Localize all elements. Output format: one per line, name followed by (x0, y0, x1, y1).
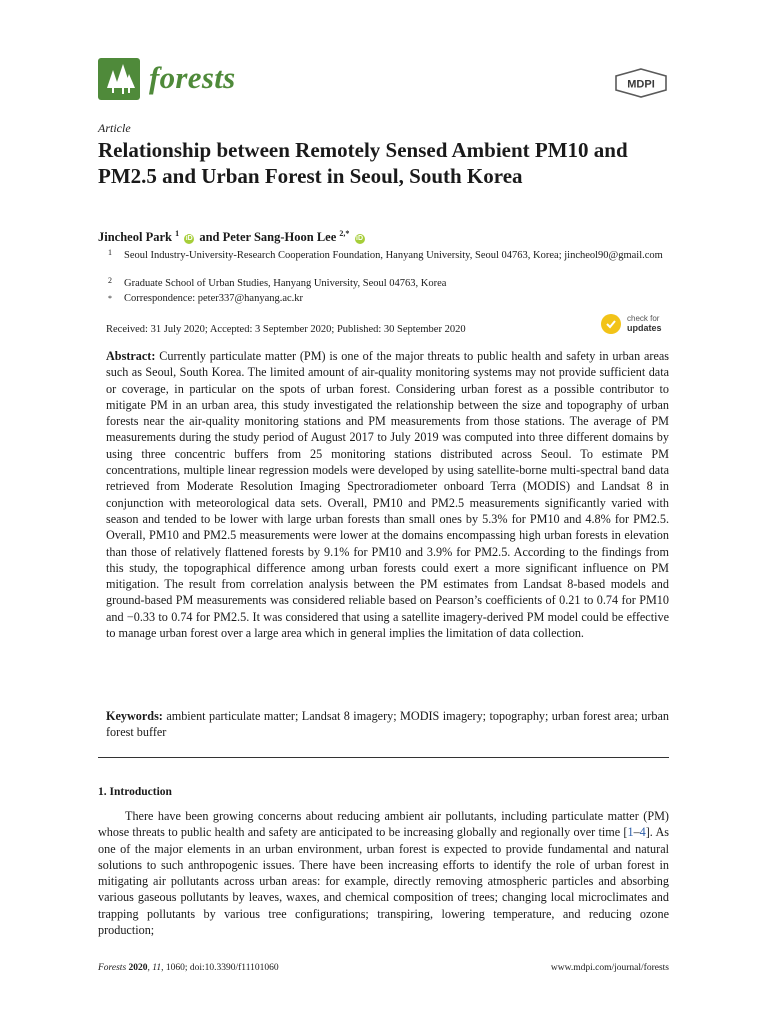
footer-url[interactable]: www.mdpi.com/journal/forests (550, 963, 669, 973)
affiliation-number: 1 (108, 248, 112, 257)
affiliation-number: * (108, 294, 112, 303)
publisher-name: MDPI (627, 78, 655, 91)
footer-journal: Forests (98, 963, 127, 973)
article-type: Article (98, 121, 131, 135)
abstract (106, 348, 669, 641)
affiliation-text: Seoul Industry-University-Research Cooperation Foundation, Hanyang University, Seoul 04763, Korea; jincheol90@gmail.com (124, 250, 663, 261)
citation-link[interactable]: 1 (627, 825, 634, 840)
author-name[interactable]: Peter Sang-Hoon Lee (222, 230, 337, 245)
affiliation (108, 292, 668, 306)
abstract-label: Abstract: (106, 349, 156, 363)
affiliation-text: Graduate School of Urban Studies, Hanyang University, Seoul 04763, Korea (124, 278, 447, 289)
section-heading: 1. Introduction (98, 786, 172, 798)
intro-text: ]. As one of the major elements in an urban environment, urban forest is expected to provide fundamental and natural solutions to such anthropogenic issues. There have been increasing efforts to identify the role of urban forest in mitigating air pollutants across urban areas: for example, directly removing atmospheric particles and absorbing various gaseous pollutants by leaves, waxes, and chemical composition of trees; changing local microclimates and trapping pollutants by various tree configurations; transpiring, lowering temperature, and reducing ozone production; (98, 825, 670, 938)
journal-logo-icon (98, 58, 140, 100)
abstract-text: Currently particulate matter (PM) is one of the major threats to public health and safety in urban areas such as Seoul, South Korea. The limited amount of air-quality monitoring systems may not provide sufficient data or coverage, in particular on the spots of urban forest. Considering urban forest as a possible contributor to mitigate PM in an urban area, this study investigated the relationship between the size and topography of urban forests near the air-quality monitoring stations and PM measurements from those stations. The average of PM measurements during the study period of August 2017 to July 2019 was computed into three different domains by using three concentric buffers from 25 monitoring stations distributed across Seoul. To estimate PM concentrations, multiple linear regression models were developed by using satellite-borne multi-spectral band data retrieved from Moderate Resolution Imaging Spectroradiometer onboard Terra (MODIS) and Landsat 8 in conjunction with meteorological data sets. Overall, PM10 and PM2.5 measurements significantly varied with season and tended to be lower with large urban forests than small ones by 5.3% for PM10 and 4.8% for PM2.5. Overall, PM10 and PM2.5 measurements were lower at the domains encompassing high urban forests in elevation than those of relatively flattened forests by 9.1% for PM10 and 3.9% for PM2.5. According to the findings from this study, the topographical difference among urban forests could exert a more significant influence on PM mitigation. The result from correlation analysis between the PM estimates from Landsat 8-based models and ground-based PM measurements was considered reliable based on Pearson’s coefficients of 0.21 to 0.74 for PM10 and −0.33 to 0.74 for PM2.5. It was considered that using a satellite imagery-derived PM model could be effective to manage urban forest over a large area which in general implies the limitation of data collection. (106, 349, 670, 641)
footer-doi: , 1060; doi:10.3390/f11101060 (161, 963, 279, 973)
orcid-icon[interactable]: iD (185, 235, 193, 243)
footer-citation: Forests 2020, 11, 1060; doi:10.3390/f11101060 (98, 963, 279, 973)
author-joiner: and (199, 230, 220, 245)
divider (98, 757, 669, 758)
keywords-text: ambient particulate matter; Landsat 8 imagery; MODIS imagery; topography; urban forest area; urban forest buffer (106, 709, 670, 740)
footer-volume: 11 (152, 963, 162, 973)
journal-name: forests (149, 60, 236, 95)
check-badge-line2: updates (627, 323, 662, 333)
affiliation (108, 249, 668, 263)
publication-dates: Received: 31 July 2020; Accepted: 3 September 2020; Published: 30 September 2020 (106, 324, 466, 335)
introduction-paragraph (98, 808, 669, 938)
check-badge-line1: check for (627, 314, 660, 323)
footer-year: 2020 (128, 963, 148, 973)
correspondence-text: Correspondence: peter337@hanyang.ac.kr (124, 293, 304, 304)
author-name[interactable]: Jincheol Park (98, 230, 172, 245)
citation-separator: – (633, 825, 640, 840)
keywords-label: Keywords: (106, 709, 163, 723)
keywords (106, 708, 669, 741)
publisher-logo (614, 68, 668, 103)
author-affiliation-marker: 1 (175, 229, 180, 238)
check-for-updates-button[interactable] (601, 313, 671, 337)
affiliation (108, 277, 668, 291)
article-title: Relationship between Remotely Sensed Ambient PM10 and PM2.5 and Urban Forest in Seoul, South Korea (98, 138, 628, 188)
check-mark-icon (601, 314, 621, 334)
citation-link[interactable]: 4 (639, 825, 646, 840)
author-affiliation-marker: 2,* (339, 229, 350, 238)
author-list (98, 229, 367, 245)
affiliation-number: 2 (108, 276, 112, 285)
intro-text: There have been growing concerns about reducing ambient air pollutants, including particulate matter (PM) whose threats to public health and safety are anticipated to be increasing globally and regionally over time [ (98, 809, 669, 840)
orcid-icon[interactable]: iD (356, 235, 364, 243)
